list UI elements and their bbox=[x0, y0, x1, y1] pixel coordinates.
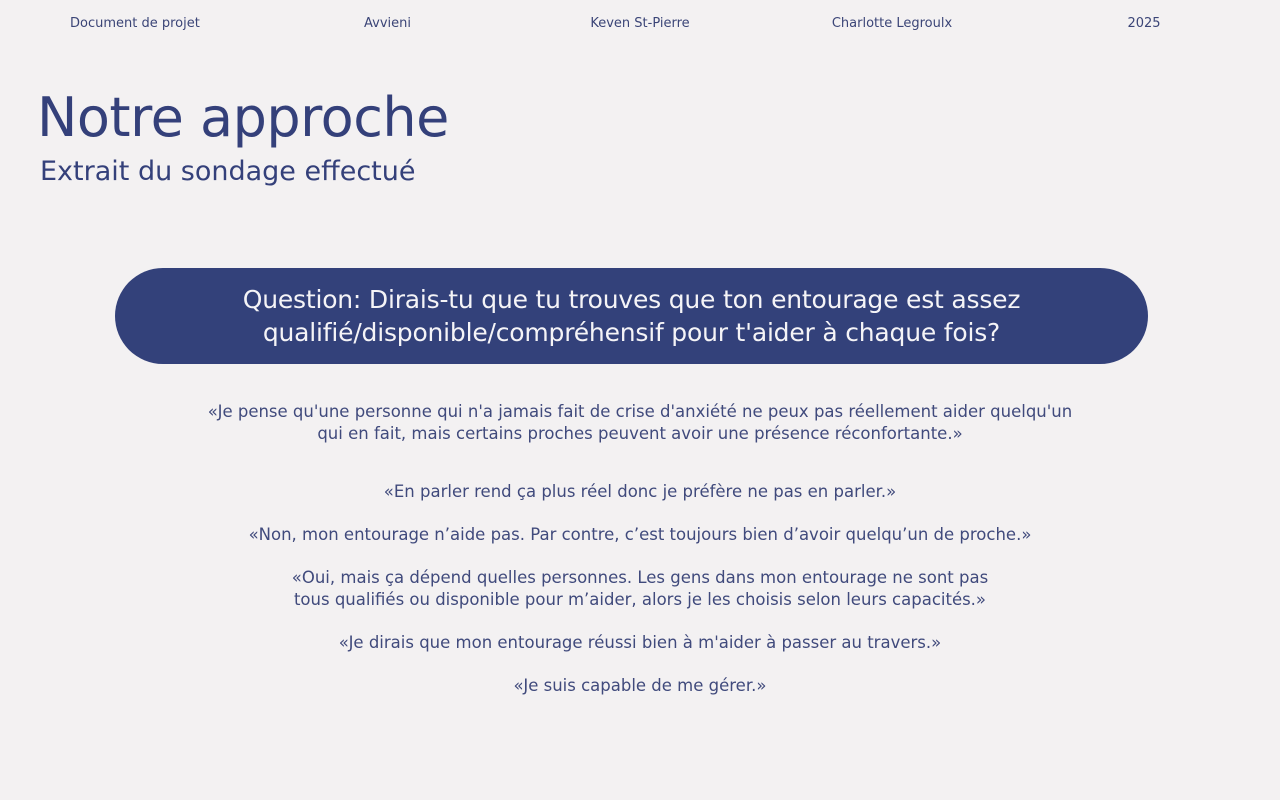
quote-line: «Je pense qu'une personne qui n'a jamais fait de crise d'anxiété ne peux pas réellement aider quelqu'un bbox=[207, 402, 1073, 421]
survey-quote bbox=[140, 567, 1140, 611]
brand-name: Avvieni bbox=[364, 16, 411, 31]
page-subtitle: Extrait du sondage effectué bbox=[40, 156, 416, 187]
author-name: Charlotte Legroulx bbox=[831, 16, 953, 31]
question-line: qualifié/disponible/compréhensif pour t'aider à chaque fois? bbox=[262, 318, 1001, 347]
question-banner bbox=[115, 268, 1148, 364]
page-header bbox=[0, 16, 1280, 36]
quote-line: «Je dirais que mon entourage réussi bien à m'aider à passer au travers.» bbox=[338, 633, 942, 652]
quote-line: «Oui, mais ça dépend quelles personnes. Les gens dans mon entourage ne sont pas bbox=[291, 568, 989, 587]
quote-line: «Non, mon entourage n’aide pas. Par contre, c’est toujours bien d’avoir quelqu’un de proche.» bbox=[248, 525, 1032, 544]
question-line: Question: Dirais-tu que tu trouves que ton entourage est assez bbox=[242, 285, 1021, 314]
survey-quote bbox=[140, 632, 1140, 654]
survey-quote bbox=[140, 401, 1140, 445]
quote-line: «En parler rend ça plus réel donc je préfère ne pas en parler.» bbox=[383, 482, 897, 501]
survey-quote bbox=[140, 524, 1140, 546]
year-label: 2025 bbox=[1127, 16, 1161, 31]
quote-line: qui en fait, mais certains proches peuvent avoir une présence réconfortante.» bbox=[317, 424, 963, 443]
page-title: Notre approche bbox=[37, 86, 449, 149]
survey-quote bbox=[140, 481, 1140, 503]
survey-quotes bbox=[140, 401, 1140, 718]
survey-quote bbox=[140, 675, 1140, 697]
document-label: Document de projet bbox=[70, 16, 200, 31]
quote-line: «Je suis capable de me gérer.» bbox=[513, 676, 767, 695]
question-text bbox=[243, 283, 1021, 349]
quote-line: tous qualifiés ou disponible pour m’aider, alors je les choisis selon leurs capacités.» bbox=[293, 590, 987, 609]
author-name: Keven St-Pierre bbox=[590, 16, 690, 31]
